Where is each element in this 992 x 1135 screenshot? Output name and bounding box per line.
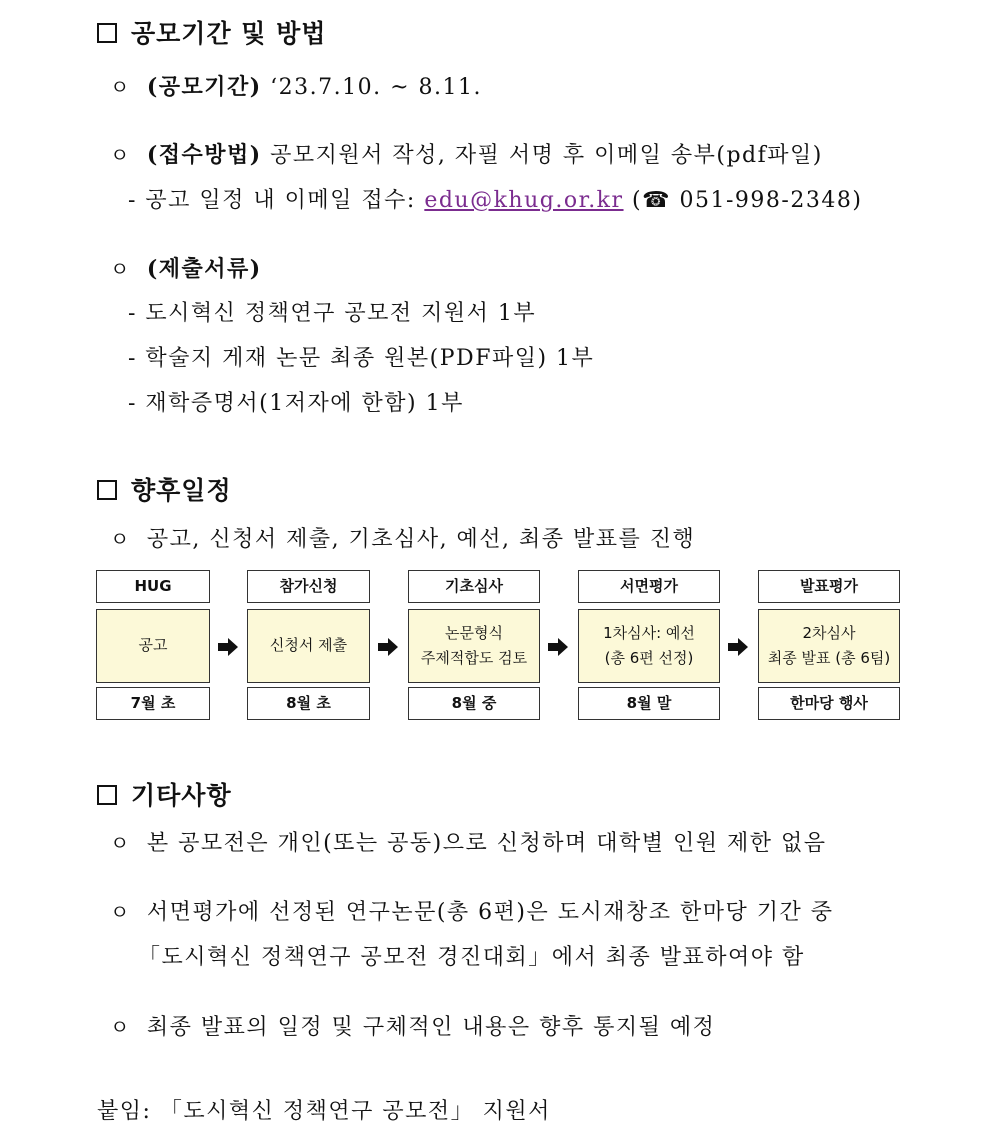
docs-label: (제출서류) [146,256,262,282]
period-label: (공모기간) [146,74,262,100]
step-date: 8월 말 [578,687,720,720]
phone-number: (☎ 051-998-2348) [632,188,863,213]
bullet-circle: ㅇ [110,143,131,167]
section-heading-period: 공모기간 및 방법 [97,14,326,50]
arrow-right-icon [547,637,569,657]
checkbox-square-icon [97,480,117,500]
misc-item-3: ㅇ 최종 발표의 일정 및 구체적인 내용은 향후 통지될 예정 [110,1010,715,1041]
misc-item-2: ㅇ 서면평가에 선정된 연구논문(총 6편)은 도시재창조 한마당 기간 중 [110,895,834,926]
step-body: 공고 [96,609,210,683]
bullet-circle: ㅇ [110,900,131,924]
arrow-right-icon [217,637,239,657]
checkbox-square-icon [97,23,117,43]
checkbox-square-icon [97,785,117,805]
step-header: 서면평가 [578,570,720,603]
arrow-right-icon [377,637,399,657]
method-label: (접수방법) [146,142,262,168]
method-text: 공모지원서 작성, 자필 서명 후 이메일 송부(pdf파일) [270,143,823,168]
doc-item: - 재학증명서(1저자에 한함) 1부 [128,391,464,416]
docs-line [110,252,262,283]
period-text: ‘23.7.10. ~ 8.11. [270,75,483,100]
step-body: 1차심사: 예선 (총 6편 선정) [578,609,720,683]
step-date: 한마당 행사 [758,687,900,720]
step-header: 참가신청 [247,570,370,603]
bullet-circle: ㅇ [110,257,131,281]
bullet-circle: ㅇ [110,527,131,551]
step-header: HUG [96,570,210,603]
arrow-right-icon [727,637,749,657]
step-date: 8월 초 [247,687,370,720]
bullet-circle: ㅇ [110,831,131,855]
bullet-circle: ㅇ [110,1015,131,1039]
step-date: 8월 중 [408,687,540,720]
step-date: 7월 초 [96,687,210,720]
period-line [110,70,482,101]
step-header: 기초심사 [408,570,540,603]
misc-item-2-cont: 「도시혁신 정책연구 공모전 경진대회」에서 최종 발표하여야 함 [138,945,805,970]
bullet-circle: ㅇ [110,75,131,99]
doc-item: - 학술지 게재 논문 최종 원본(PDF파일) 1부 [128,346,595,371]
attachment-note: 붙임: 「도시혁신 정책연구 공모전」 지원서 [97,1099,551,1124]
doc-item: - 도시혁신 정책연구 공모전 지원서 1부 [128,301,537,326]
misc-item-1: ㅇ 본 공모전은 개인(또는 공동)으로 신청하며 대학별 인원 제한 없음 [110,826,827,857]
step-body: 신청서 제출 [247,609,370,683]
step-body: 논문형식 주제적합도 검토 [408,609,540,683]
step-header: 발표평가 [758,570,900,603]
section-heading-misc: 기타사항 [97,776,232,812]
section-heading-schedule: 향후일정 [97,471,232,507]
schedule-intro: ㅇ 공고, 신청서 제출, 기초심사, 예선, 최종 발표를 진행 [110,522,695,553]
email-prefix: - 공고 일정 내 이메일 접수: [128,188,425,213]
method-line [110,138,823,169]
email-link[interactable]: edu@khug.or.kr [424,188,624,213]
step-body: 2차심사 최종 발표 (총 6팀) [758,609,900,683]
email-line [128,183,862,214]
